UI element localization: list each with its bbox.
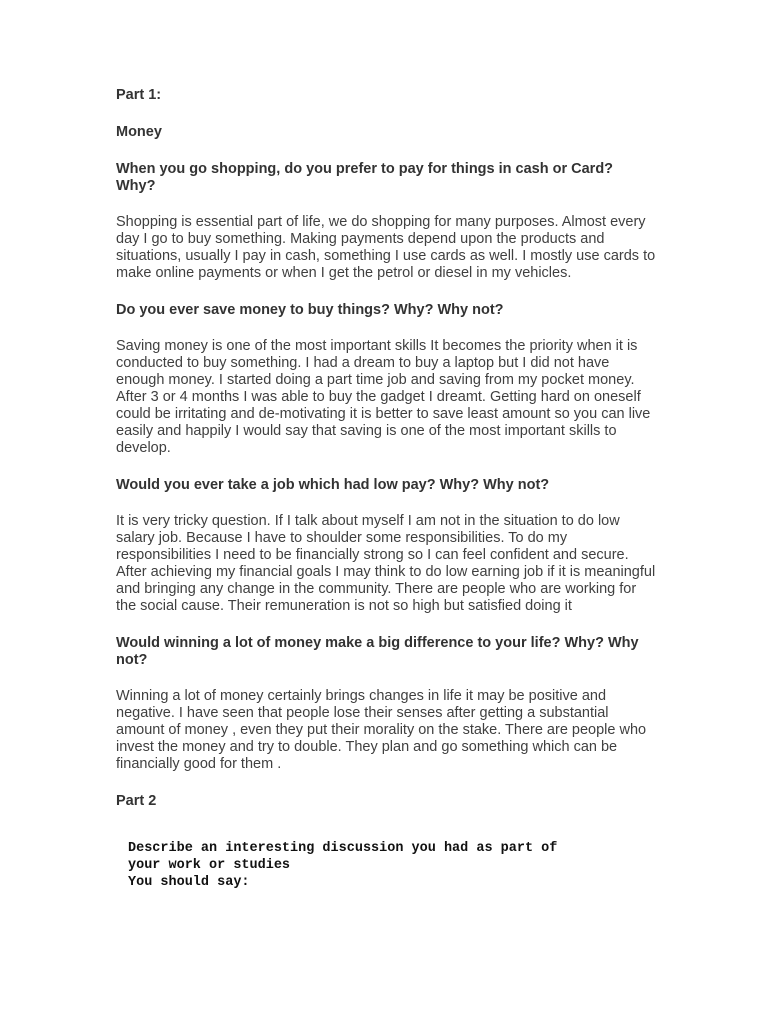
topic-heading: Money [116, 124, 162, 140]
prompt-line-3: You should say: [128, 875, 250, 890]
prompt-line-2: your work or studies [128, 858, 291, 873]
part1-label: Part 1: [116, 87, 162, 103]
question-3: Would you ever take a job which had low pay? Why? Why not? [116, 477, 550, 493]
answer-1: Shopping is essential part of life, we do shopping for many purposes. Almost every day I go to buy something. Making payments depend upon the products and situations, usually I pay in cash, something I use cards as well. I mostly use cards to make online payments or when I get the petrol or diesel in my vehicles. [116, 214, 656, 281]
question-1: When you go shopping, do you prefer to pay for things in cash or Card? Why? [116, 161, 614, 194]
document-page [116, 87, 656, 891]
question-2: Do you ever save money to buy things? Why? Why not? [116, 302, 504, 318]
answer-3: It is very tricky question. If I talk about myself I am not in the situation to do low salary job. Because I have to shoulder some responsibilities. To do my responsibilities I need to be financially strong so I can feel confident and secure. After achieving my financial goals I may think to do low earning job if it is meaningful and bringing any change in the community. There are people who are working for the social cause. Their remuneration is not so high but satisfied doing it [116, 513, 656, 614]
prompt-line-1: Describe an interesting discussion you had as part of [128, 841, 558, 856]
part2-label: Part 2 [116, 793, 157, 809]
part2-prompt [116, 840, 656, 891]
answer-4: Winning a lot of money certainly brings changes in life it may be positive and negative. I have seen that people lose their senses after getting a substantial amount of money , even they put their morality on the stake. There are people who invest the money and try to double. They plan and go something which can be financially good for them . [116, 688, 647, 772]
answer-2: Saving money is one of the most important skills It becomes the priority when it is conducted to buy something. I had a dream to buy a laptop but I did not have enough money. I started doing a part time job and saving from my pocket money. After 3 or 4 months I was able to buy the gadget I dreamt. Getting hard on oneself could be irritating and de-motivating it is better to save least amount so you can live easily and happily I would say that saving is one of the most important skills to develop. [116, 338, 651, 456]
question-4: Would winning a lot of money make a big difference to your life? Why? Why not? [116, 635, 639, 668]
